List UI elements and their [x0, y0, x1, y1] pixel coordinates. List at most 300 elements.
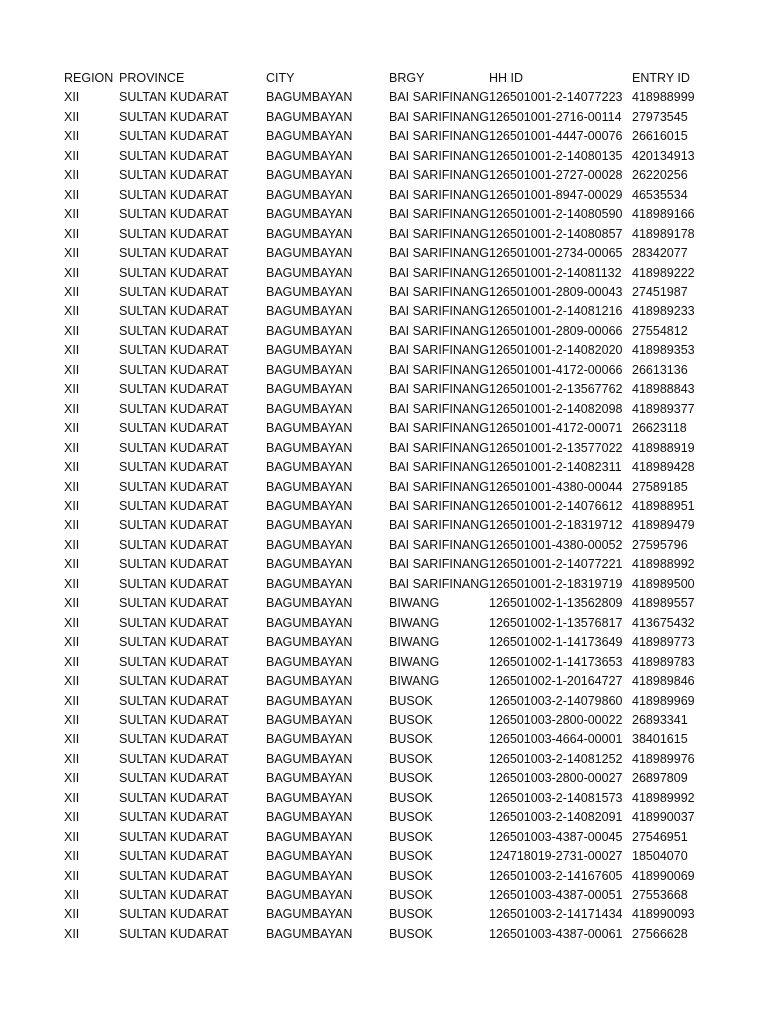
cell-city: BAGUMBAYAN: [266, 148, 353, 163]
cell-city: BAGUMBAYAN: [266, 654, 353, 669]
cell-province: SULTAN KUDARAT: [119, 187, 229, 202]
cell-brgy: BUSOK: [389, 790, 433, 805]
cell-region: XII: [64, 829, 80, 844]
cell-province: SULTAN KUDARAT: [119, 926, 229, 941]
cell-province: SULTAN KUDARAT: [119, 498, 229, 513]
cell-brgy: BIWANG: [389, 635, 440, 650]
cell-brgy: BAI SARIFINANG: [389, 362, 490, 377]
cell-brgy: BUSOK: [389, 810, 433, 825]
cell-brgy: BAI SARIFINANG: [389, 440, 490, 455]
cell-brgy: BAI SARIFINANG: [389, 284, 490, 299]
cell-brgy: BAI SARIFINANG: [389, 207, 490, 222]
cell-entry-id: 418988992: [632, 557, 695, 572]
cell-brgy: BAI SARIFINANG: [389, 460, 490, 475]
cell-province: SULTAN KUDARAT: [119, 810, 229, 825]
cell-province: SULTAN KUDARAT: [119, 148, 229, 163]
table-row: [64, 711, 712, 730]
cell-city: BAGUMBAYAN: [266, 907, 353, 922]
cell-city: BAGUMBAYAN: [266, 810, 353, 825]
cell-province: SULTAN KUDARAT: [119, 732, 229, 747]
table-row: [64, 925, 712, 944]
cell-city: BAGUMBAYAN: [266, 888, 353, 903]
cell-hh-id: 126501003-2-14081573: [489, 790, 623, 805]
cell-brgy: BAI SARIFINANG: [389, 498, 490, 513]
cell-entry-id: 418988843: [632, 382, 695, 397]
cell-brgy: BAI SARIFINANG: [389, 537, 490, 552]
cell-hh-id: 126501001-2-18319719: [489, 576, 623, 591]
cell-region: XII: [64, 207, 80, 222]
cell-brgy: BAI SARIFINANG: [389, 187, 490, 202]
table-body: [64, 88, 712, 944]
cell-city: BAGUMBAYAN: [266, 362, 353, 377]
cell-city: BAGUMBAYAN: [266, 421, 353, 436]
cell-brgy: BIWANG: [389, 674, 440, 689]
table-row: [64, 672, 712, 691]
cell-brgy: BUSOK: [389, 868, 433, 883]
cell-hh-id: 126501003-2-14167605: [489, 868, 623, 883]
cell-province: SULTAN KUDARAT: [119, 615, 229, 630]
cell-city: BAGUMBAYAN: [266, 382, 353, 397]
cell-brgy: BAI SARIFINANG: [389, 576, 490, 591]
cell-hh-id: 126501003-2800-00027: [489, 771, 623, 786]
cell-brgy: BAI SARIFINANG: [389, 382, 490, 397]
column-header-region: REGION: [64, 71, 114, 85]
cell-hh-id: 126501001-4447-00076: [489, 129, 623, 144]
cell-region: XII: [64, 168, 80, 183]
cell-province: SULTAN KUDARAT: [119, 284, 229, 299]
cell-province: SULTAN KUDARAT: [119, 596, 229, 611]
cell-entry-id: 418989557: [632, 596, 695, 611]
cell-region: XII: [64, 90, 80, 105]
cell-hh-id: 126501002-1-14173653: [489, 654, 623, 669]
table-row: [64, 458, 712, 477]
cell-hh-id: 126501003-4387-00045: [489, 829, 623, 844]
table-row: [64, 905, 712, 924]
table-row: [64, 341, 712, 360]
cell-region: XII: [64, 849, 80, 864]
cell-entry-id: 418989233: [632, 304, 695, 319]
cell-city: BAGUMBAYAN: [266, 557, 353, 572]
cell-province: SULTAN KUDARAT: [119, 674, 229, 689]
cell-entry-id: 27566628: [632, 926, 688, 941]
cell-entry-id: 418989166: [632, 207, 695, 222]
table-row: [64, 283, 712, 302]
cell-city: BAGUMBAYAN: [266, 751, 353, 766]
cell-hh-id: 126501001-2-13567762: [489, 382, 623, 397]
cell-brgy: BAI SARIFINANG: [389, 401, 490, 416]
table-row: [64, 575, 712, 594]
column-header-hh-id: HH ID: [489, 71, 524, 85]
cell-province: SULTAN KUDARAT: [119, 401, 229, 416]
cell-city: BAGUMBAYAN: [266, 90, 353, 105]
cell-province: SULTAN KUDARAT: [119, 343, 229, 358]
cell-hh-id: 126501003-4387-00051: [489, 888, 623, 903]
cell-entry-id: 413675432: [632, 615, 695, 630]
cell-city: BAGUMBAYAN: [266, 732, 353, 747]
table-row: [64, 808, 712, 827]
cell-province: SULTAN KUDARAT: [119, 246, 229, 261]
cell-brgy: BUSOK: [389, 907, 433, 922]
table-row: [64, 244, 712, 263]
cell-province: SULTAN KUDARAT: [119, 771, 229, 786]
cell-entry-id: 26613136: [632, 362, 688, 377]
cell-region: XII: [64, 810, 80, 825]
cell-province: SULTAN KUDARAT: [119, 304, 229, 319]
cell-entry-id: 420134913: [632, 148, 695, 163]
cell-region: XII: [64, 596, 80, 611]
table-row: [64, 361, 712, 380]
cell-city: BAGUMBAYAN: [266, 498, 353, 513]
cell-entry-id: 418989222: [632, 265, 695, 280]
table-row: [64, 322, 712, 341]
cell-region: XII: [64, 246, 80, 261]
cell-brgy: BAI SARIFINANG: [389, 421, 490, 436]
cell-region: XII: [64, 479, 80, 494]
cell-entry-id: 418990037: [632, 810, 695, 825]
cell-region: XII: [64, 148, 80, 163]
cell-entry-id: 418989479: [632, 518, 695, 533]
cell-entry-id: 27554812: [632, 323, 688, 338]
cell-region: XII: [64, 460, 80, 475]
cell-city: BAGUMBAYAN: [266, 771, 353, 786]
cell-region: XII: [64, 635, 80, 650]
cell-province: SULTAN KUDARAT: [119, 129, 229, 144]
cell-region: XII: [64, 693, 80, 708]
cell-city: BAGUMBAYAN: [266, 168, 353, 183]
cell-hh-id: 126501001-2-14082311: [489, 460, 622, 475]
table-row: [64, 867, 712, 886]
cell-hh-id: 126501001-2727-00028: [489, 168, 623, 183]
cell-entry-id: 418989992: [632, 790, 695, 805]
column-header-city: CITY: [266, 71, 295, 85]
cell-region: XII: [64, 518, 80, 533]
column-header-entry-id: ENTRY ID: [632, 71, 690, 85]
cell-province: SULTAN KUDARAT: [119, 362, 229, 377]
cell-region: XII: [64, 401, 80, 416]
cell-brgy: BIWANG: [389, 615, 440, 630]
table-row: [64, 769, 712, 788]
cell-brgy: BUSOK: [389, 926, 433, 941]
cell-hh-id: 126501002-1-14173649: [489, 635, 623, 650]
cell-city: BAGUMBAYAN: [266, 343, 353, 358]
cell-entry-id: 418989846: [632, 674, 695, 689]
cell-province: SULTAN KUDARAT: [119, 751, 229, 766]
cell-province: SULTAN KUDARAT: [119, 440, 229, 455]
cell-hh-id: 126501001-8947-00029: [489, 187, 623, 202]
table-row: [64, 516, 712, 535]
cell-city: BAGUMBAYAN: [266, 615, 353, 630]
cell-region: XII: [64, 323, 80, 338]
cell-entry-id: 27451987: [632, 284, 688, 299]
cell-entry-id: 418989353: [632, 343, 695, 358]
cell-hh-id: 126501001-4172-00071: [489, 421, 623, 436]
cell-province: SULTAN KUDARAT: [119, 654, 229, 669]
cell-entry-id: 26220256: [632, 168, 688, 183]
table-row: [64, 594, 712, 613]
cell-hh-id: 126501001-2-14080135: [489, 148, 623, 163]
cell-province: SULTAN KUDARAT: [119, 518, 229, 533]
cell-hh-id: 126501001-2-14076612: [489, 498, 623, 513]
cell-entry-id: 26623118: [632, 421, 687, 436]
table-row: [64, 633, 712, 652]
cell-region: XII: [64, 615, 80, 630]
table-row: [64, 730, 712, 749]
cell-region: XII: [64, 576, 80, 591]
cell-province: SULTAN KUDARAT: [119, 109, 229, 124]
table-row: [64, 886, 712, 905]
table-header: [64, 69, 712, 88]
cell-region: XII: [64, 557, 80, 572]
cell-province: SULTAN KUDARAT: [119, 168, 229, 183]
cell-province: SULTAN KUDARAT: [119, 907, 229, 922]
table-row: [64, 205, 712, 224]
cell-hh-id: 126501003-4664-00001: [489, 732, 623, 747]
cell-entry-id: 418988999: [632, 90, 695, 105]
cell-province: SULTAN KUDARAT: [119, 790, 229, 805]
cell-province: SULTAN KUDARAT: [119, 90, 229, 105]
table-row: [64, 614, 712, 633]
cell-brgy: BIWANG: [389, 596, 440, 611]
table-row: [64, 127, 712, 146]
cell-entry-id: 418989783: [632, 654, 695, 669]
column-header-brgy: BRGY: [389, 71, 425, 85]
cell-hh-id: 126501001-2-14077223: [489, 90, 623, 105]
cell-entry-id: 27589185: [632, 479, 688, 494]
cell-entry-id: 46535534: [632, 187, 688, 202]
cell-entry-id: 418989428: [632, 460, 695, 475]
cell-entry-id: 418989377: [632, 401, 695, 416]
table-row: [64, 380, 712, 399]
cell-brgy: BAI SARIFINANG: [389, 109, 490, 124]
table-row: [64, 166, 712, 185]
cell-region: XII: [64, 265, 80, 280]
cell-hh-id: 126501001-2-14080590: [489, 207, 623, 222]
cell-province: SULTAN KUDARAT: [119, 479, 229, 494]
cell-region: XII: [64, 362, 80, 377]
cell-province: SULTAN KUDARAT: [119, 265, 229, 280]
cell-brgy: BUSOK: [389, 888, 433, 903]
cell-province: SULTAN KUDARAT: [119, 888, 229, 903]
cell-province: SULTAN KUDARAT: [119, 537, 229, 552]
cell-entry-id: 27553668: [632, 888, 688, 903]
cell-entry-id: 418989178: [632, 226, 695, 241]
cell-brgy: BAI SARIFINANG: [389, 518, 490, 533]
cell-entry-id: 27973545: [632, 109, 688, 124]
cell-hh-id: 126501001-2-13577022: [489, 440, 623, 455]
table-row: [64, 147, 712, 166]
cell-region: XII: [64, 226, 80, 241]
cell-region: XII: [64, 187, 80, 202]
table-row: [64, 653, 712, 672]
cell-entry-id: 38401615: [632, 732, 688, 747]
cell-hh-id: 126501003-2-14081252: [489, 751, 623, 766]
cell-city: BAGUMBAYAN: [266, 187, 353, 202]
cell-entry-id: 418989773: [632, 635, 695, 650]
table-row: [64, 225, 712, 244]
cell-province: SULTAN KUDARAT: [119, 693, 229, 708]
cell-region: XII: [64, 421, 80, 436]
cell-hh-id: 126501001-2-14082020: [489, 343, 623, 358]
cell-city: BAGUMBAYAN: [266, 284, 353, 299]
cell-province: SULTAN KUDARAT: [119, 382, 229, 397]
cell-entry-id: 418990093: [632, 907, 695, 922]
table-row: [64, 302, 712, 321]
cell-brgy: BAI SARIFINANG: [389, 323, 490, 338]
cell-hh-id: 126501001-4380-00044: [489, 479, 623, 494]
cell-region: XII: [64, 129, 80, 144]
cell-region: XII: [64, 926, 80, 941]
cell-entry-id: 27595796: [632, 537, 688, 552]
cell-province: SULTAN KUDARAT: [119, 460, 229, 475]
table-row: [64, 555, 712, 574]
cell-city: BAGUMBAYAN: [266, 401, 353, 416]
cell-hh-id: 126501001-2-14081132: [489, 265, 622, 280]
cell-city: BAGUMBAYAN: [266, 674, 353, 689]
table-row: [64, 789, 712, 808]
cell-hh-id: 126501001-2734-00065: [489, 246, 623, 261]
cell-city: BAGUMBAYAN: [266, 537, 353, 552]
cell-region: XII: [64, 382, 80, 397]
table-row: [64, 419, 712, 438]
table-row: [64, 828, 712, 847]
cell-hh-id: 126501001-2-18319712: [489, 518, 623, 533]
cell-city: BAGUMBAYAN: [266, 849, 353, 864]
cell-province: SULTAN KUDARAT: [119, 576, 229, 591]
table-row: [64, 750, 712, 769]
cell-brgy: BAI SARIFINANG: [389, 479, 490, 494]
cell-province: SULTAN KUDARAT: [119, 868, 229, 883]
cell-hh-id: 126501001-2-14082098: [489, 401, 623, 416]
cell-entry-id: 418989500: [632, 576, 695, 591]
table-row: [64, 264, 712, 283]
cell-entry-id: 418988919: [632, 440, 695, 455]
cell-city: BAGUMBAYAN: [266, 226, 353, 241]
cell-brgy: BUSOK: [389, 751, 433, 766]
cell-brgy: BAI SARIFINANG: [389, 557, 490, 572]
cell-hh-id: 126501001-2809-00066: [489, 323, 623, 338]
cell-city: BAGUMBAYAN: [266, 790, 353, 805]
cell-province: SULTAN KUDARAT: [119, 226, 229, 241]
cell-city: BAGUMBAYAN: [266, 868, 353, 883]
cell-hh-id: 126501003-2-14082091: [489, 810, 623, 825]
cell-entry-id: 418989976: [632, 751, 695, 766]
table-row: [64, 497, 712, 516]
cell-entry-id: 418989969: [632, 693, 695, 708]
cell-city: BAGUMBAYAN: [266, 479, 353, 494]
cell-brgy: BAI SARIFINANG: [389, 90, 490, 105]
cell-brgy: BUSOK: [389, 693, 433, 708]
cell-province: SULTAN KUDARAT: [119, 829, 229, 844]
cell-region: XII: [64, 712, 80, 727]
table-row: [64, 88, 712, 107]
cell-brgy: BUSOK: [389, 712, 433, 727]
cell-brgy: BAI SARIFINANG: [389, 246, 490, 261]
cell-hh-id: 126501002-1-13562809: [489, 596, 623, 611]
cell-hh-id: 126501002-1-13576817: [489, 615, 623, 630]
cell-city: BAGUMBAYAN: [266, 829, 353, 844]
cell-province: SULTAN KUDARAT: [119, 635, 229, 650]
cell-region: XII: [64, 284, 80, 299]
table-row: [64, 439, 712, 458]
cell-brgy: BUSOK: [389, 732, 433, 747]
header-row: [64, 69, 712, 88]
cell-brgy: BAI SARIFINANG: [389, 129, 490, 144]
cell-brgy: BIWANG: [389, 654, 440, 669]
cell-brgy: BUSOK: [389, 829, 433, 844]
cell-brgy: BAI SARIFINANG: [389, 148, 490, 163]
cell-entry-id: 418990069: [632, 868, 695, 883]
cell-region: XII: [64, 751, 80, 766]
cell-brgy: BAI SARIFINANG: [389, 226, 490, 241]
table-row: [64, 400, 712, 419]
cell-hh-id: 126501001-2-14081216: [489, 304, 623, 319]
cell-hh-id: 126501001-2-14077221: [489, 557, 623, 572]
cell-region: XII: [64, 771, 80, 786]
cell-hh-id: 126501001-4172-00066: [489, 362, 623, 377]
cell-city: BAGUMBAYAN: [266, 518, 353, 533]
cell-city: BAGUMBAYAN: [266, 109, 353, 124]
cell-city: BAGUMBAYAN: [266, 246, 353, 261]
cell-city: BAGUMBAYAN: [266, 596, 353, 611]
cell-brgy: BAI SARIFINANG: [389, 168, 490, 183]
cell-region: XII: [64, 343, 80, 358]
cell-region: XII: [64, 868, 80, 883]
cell-entry-id: 18504070: [632, 849, 688, 864]
cell-province: SULTAN KUDARAT: [119, 323, 229, 338]
cell-province: SULTAN KUDARAT: [119, 712, 229, 727]
cell-city: BAGUMBAYAN: [266, 129, 353, 144]
cell-hh-id: 126501003-2800-00022: [489, 712, 623, 727]
cell-entry-id: 26897809: [632, 771, 688, 786]
cell-hh-id: 126501003-2-14171434: [489, 907, 623, 922]
cell-city: BAGUMBAYAN: [266, 576, 353, 591]
cell-hh-id: 126501001-2809-00043: [489, 284, 623, 299]
table-row: [64, 847, 712, 866]
cell-city: BAGUMBAYAN: [266, 460, 353, 475]
cell-hh-id: 124718019-2731-00027: [489, 849, 623, 864]
cell-province: SULTAN KUDARAT: [119, 849, 229, 864]
cell-region: XII: [64, 304, 80, 319]
cell-entry-id: 26616015: [632, 129, 688, 144]
cell-city: BAGUMBAYAN: [266, 712, 353, 727]
cell-brgy: BUSOK: [389, 849, 433, 864]
cell-region: XII: [64, 109, 80, 124]
cell-entry-id: 27546951: [632, 829, 688, 844]
cell-city: BAGUMBAYAN: [266, 304, 353, 319]
cell-city: BAGUMBAYAN: [266, 693, 353, 708]
cell-region: XII: [64, 537, 80, 552]
cell-city: BAGUMBAYAN: [266, 440, 353, 455]
cell-brgy: BAI SARIFINANG: [389, 265, 490, 280]
cell-hh-id: 126501001-2716-00114: [489, 109, 622, 124]
cell-brgy: BAI SARIFINANG: [389, 304, 490, 319]
cell-hh-id: 126501002-1-20164727: [489, 674, 623, 689]
cell-province: SULTAN KUDARAT: [119, 421, 229, 436]
cell-region: XII: [64, 654, 80, 669]
column-header-province: PROVINCE: [119, 71, 185, 85]
cell-city: BAGUMBAYAN: [266, 265, 353, 280]
cell-province: SULTAN KUDARAT: [119, 557, 229, 572]
cell-city: BAGUMBAYAN: [266, 207, 353, 222]
cell-brgy: BUSOK: [389, 771, 433, 786]
cell-entry-id: 28342077: [632, 246, 688, 261]
cell-brgy: BAI SARIFINANG: [389, 343, 490, 358]
cell-hh-id: 126501003-2-14079860: [489, 693, 623, 708]
cell-region: XII: [64, 498, 80, 513]
table-row: [64, 478, 712, 497]
table-row: [64, 536, 712, 555]
cell-city: BAGUMBAYAN: [266, 323, 353, 338]
